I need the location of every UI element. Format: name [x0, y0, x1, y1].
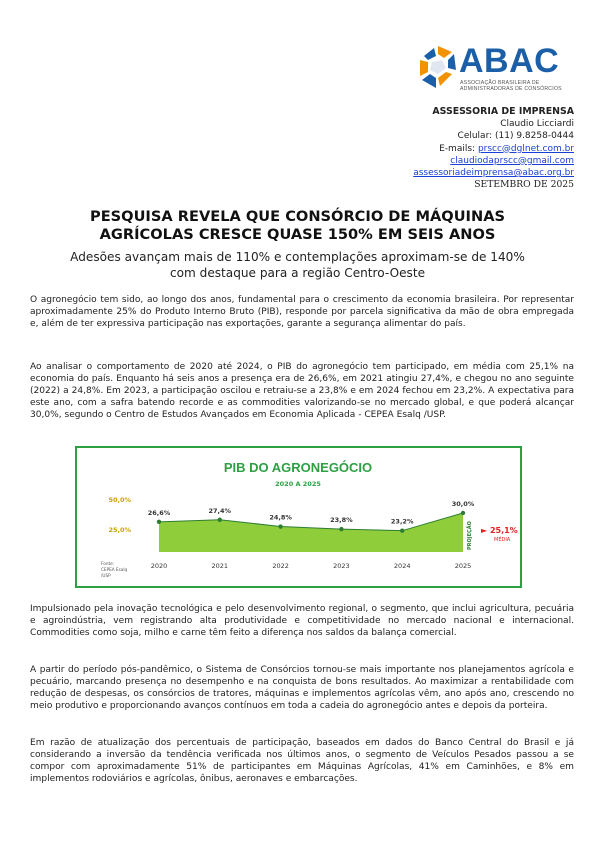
headline-line: PESQUISA REVELA QUE CONSÓRCIO DE MÁQUINAS [90, 208, 505, 225]
chart-subtitle: 2020 A 2025 [275, 480, 321, 488]
body-paragraph: O agronegócio tem sido, ao longo dos anos, fundamental para o crescimento da economia brasileira. Por representar aproximadamente 25% do Produto Interno Bruto (PIB), responde por parcela significativa da mão de obra empregada e, além de ter expressiva participação nas exportações, garante a segurança alimentar do país. [30, 295, 574, 330]
press-contact-block [413, 106, 574, 191]
contact-email-line [413, 143, 574, 155]
data-point [278, 524, 282, 528]
logo-wordmark: ABAC [459, 42, 560, 80]
abac-logo-mark-icon [418, 44, 458, 90]
source-note-line: CEPEA Esalq [101, 567, 128, 572]
data-point [400, 528, 404, 532]
x-tick-label: 2024 [393, 562, 411, 570]
press-heading: ASSESSORIA DE IMPRENSA [432, 106, 574, 117]
data-point [218, 518, 222, 522]
abac-logo [418, 44, 578, 96]
subheadline-line: com destaque para a região Centro-Oeste [169, 265, 426, 280]
x-tick-label: 2025 [454, 562, 472, 570]
source-note-line: Fonte: [101, 561, 115, 566]
contact-name: Claudio Licciardi [500, 119, 574, 130]
release-date: SETEMBRO DE 2025 [474, 179, 574, 191]
logo-subtitle [460, 80, 562, 92]
data-label: 24,8% [269, 513, 292, 522]
subheadline [30, 250, 565, 281]
emails-label: E-mails: [439, 143, 478, 154]
data-point [461, 511, 465, 515]
email-link-prscc[interactable]: prscc@dglnet.com.br [477, 143, 574, 154]
logo-subtitle-line: ADMINISTRADORAS DE CONSÓRCIOS [460, 86, 562, 92]
data-label: 30,0% [451, 500, 475, 508]
source-note-line: /USP [101, 573, 111, 578]
contact-phone: Celular: (11) 9.8258-0444 [457, 131, 574, 142]
y-tick-label: 50,0% [108, 496, 131, 504]
data-point [157, 520, 161, 524]
average-value: ► 25,1% [481, 526, 518, 535]
body-paragraph: Ao analisar o comportamento de 2020 até 2024, o PIB do agronegócio tem participado, em média com 25,1% na economia do país. Enquanto há seis anos a presença era de 26,6%, em 2021 atingiu 27,4%, e chegou no ano seguinte (2022) a 24,8%. Em 2023, a participação oscilou e retraiu-se a 23,8% e em 2024 fechou em 23,2%. A expectativa para este ano, com a safra batendo recorde e as commodities valorizando-se no mercado global, e que poderá alcançar 30,0%, segundo o Centro de Estudos Avançados em Economia Aplicada - CEPEA Esalq /USP. [30, 362, 574, 421]
body-paragraph: A partir do período pós-pandêmico, o Sistema de Consórcios tornou-se mais importante nos planejamentos agrícola e pecuário, marcando presença no desempenho e na conquista de bons resultados. Ao maximizar a rentabilidade com redução de despesas, os consórcios de tratores, máquinas e implementos agrícolas vêm, ano após ano, crescendo no meio produtivo e proporcionando avanços contínuos em toda a cadeia do agronegócio antes e depois da porteira. [30, 665, 574, 712]
projection-label: PROJEÇÃO [467, 521, 473, 550]
y-tick-label: 25,0% [108, 526, 131, 534]
data-label: 26,6% [147, 508, 171, 517]
chart-title: PIB DO AGRONEGÓCIO [223, 460, 373, 475]
area-fill [159, 513, 463, 552]
data-label: 27,4% [208, 506, 232, 515]
x-tick-label: 2020 [150, 562, 168, 570]
subheadline-line: Adesões avançam mais de 110% e contemplações aproximam-se de 140% [70, 250, 525, 264]
logo-subtitle-line: ASSOCIAÇÃO BRASILEIRA DE [460, 80, 540, 86]
email-link-assessoria[interactable]: assessoriadeimprensa@abac.org.br [413, 168, 574, 179]
headline-line: AGRÍCOLAS CRESCE QUASE 150% EM SEIS ANOS [99, 225, 496, 243]
email-link-claudiodaprscc[interactable]: claudiodaprscc@gmail.com [450, 155, 574, 166]
data-label: 23,2% [390, 517, 414, 526]
x-tick-label: 2022 [272, 562, 289, 570]
body-paragraph: Impulsionado pela inovação tecnológica e pelo desenvolvimento regional, o segmento, que inclui agricultura, pecuária e agroindústria, vem registrando alta produtividade e competitividade no mercado nacional e internacional. Commodities como soja, milho e carne têm feito a diferença nos saldos da balança comercial. [30, 604, 574, 639]
body-paragraph: Em razão de atualização dos percentuais de participação, baseados em dados do Banco Central do Brasil e já considerando a inversão da tendência verificada nos últimos anos, o segmento de Veículos Pesados passou a se compor com aproximadamente 51% de participantes em Máquinas Agrícolas, 41% em Caminhões, e 8% em implementos rodoviários e agrícolas, ônibus, aeronaves e embarcações. [30, 738, 574, 785]
x-tick-label: 2021 [211, 562, 229, 570]
chart-canvas [77, 448, 520, 586]
pib-agronegocio-chart [75, 446, 522, 588]
average-caption: MÉDIA [494, 537, 511, 543]
headline [40, 208, 555, 243]
data-point [339, 527, 343, 531]
x-tick-label: 2023 [333, 562, 350, 570]
data-label: 23,8% [330, 516, 353, 525]
